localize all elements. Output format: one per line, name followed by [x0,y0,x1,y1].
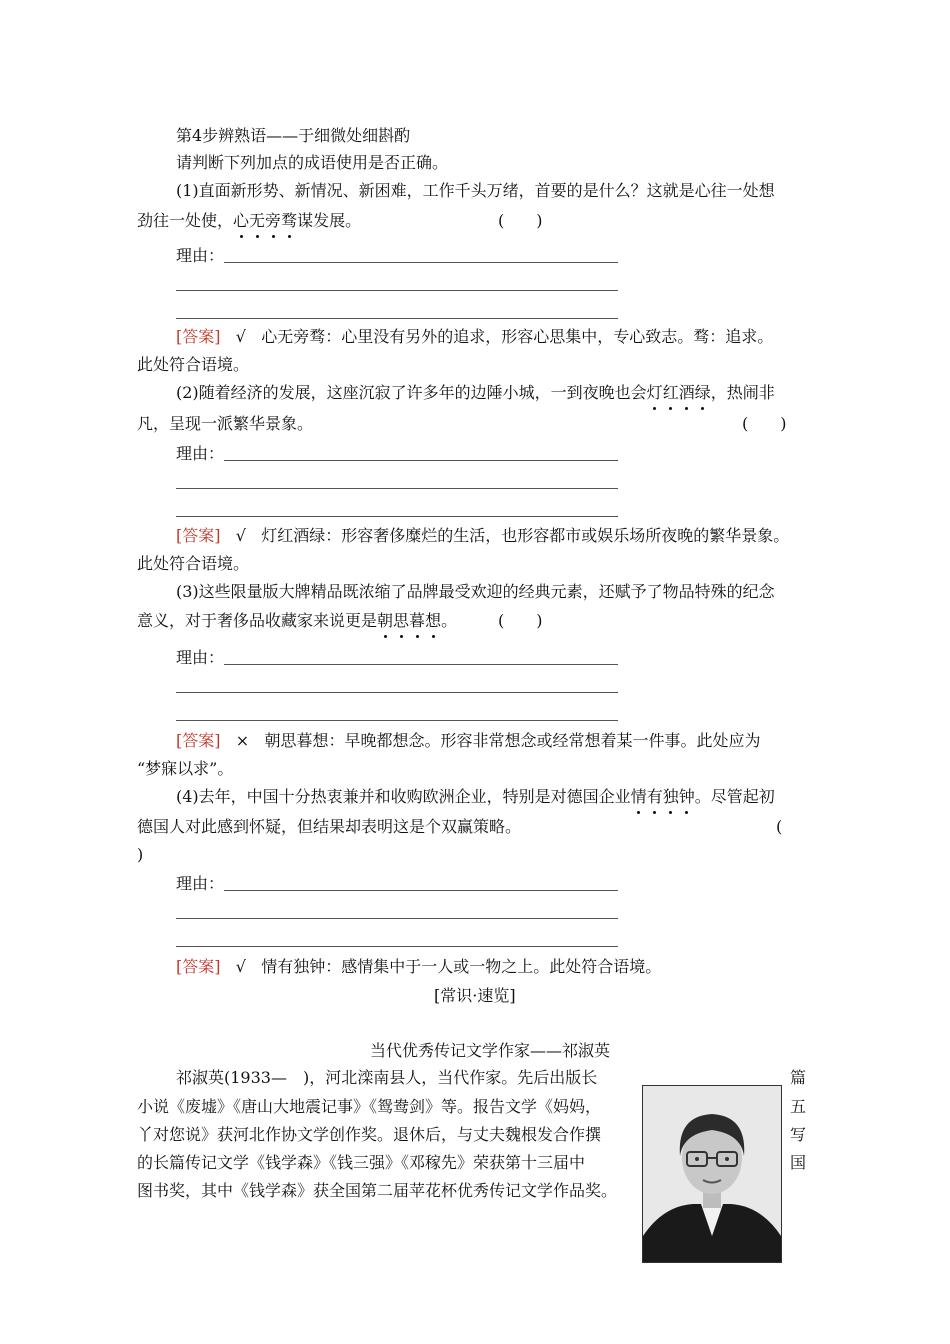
reason-line-4b[interactable] [176,918,618,919]
answer-3-line-2: “梦寐以求”。 [137,759,234,778]
instruction: 请判断下列加点的成语使用是否正确。 [176,153,449,172]
answer-1-line-2: 此处符合语境。 [137,355,250,374]
answer-blank-4-close[interactable]: ) [137,845,144,864]
bio-line-5: 图书奖，其中《钱学森》获全国第二届苹花杯优秀传记文学作品奖。 [137,1181,618,1200]
question-4-line-2: 德国人对此感到怀疑，但结果却表明这是个双赢策略。 [137,817,522,836]
author-portrait [642,1085,782,1263]
reason-line-2b[interactable] [176,488,618,489]
side-char-3: 写 [790,1125,807,1144]
reason-line-3a[interactable] [224,664,618,665]
knowledge-title: 当代优秀传记文学作家——祁淑英 [370,1041,611,1060]
knowledge-header: [常识·速览] [434,986,516,1005]
reason-line-4a[interactable] [224,890,618,891]
reason-line-1c[interactable] [176,318,618,319]
question-3-line-2: 意义，对于奢侈品收藏家来说更是朝思暮想。 [137,611,458,630]
answer-blank-2[interactable]: ( ) [742,414,787,433]
answer-2-line-2: 此处符合语境。 [137,554,250,573]
bio-line-4: 的长篇传记文学《钱学森》《钱三强》《邓稼先》荣获第十三届中 [137,1153,586,1172]
answer-blank-1[interactable]: ( ) [498,211,543,230]
side-char-4: 国 [790,1153,807,1172]
reason-line-4c[interactable] [176,946,618,947]
question-2-line-1: (2)随着经济的发展，这座沉寂了许多年的边陲小城，一到夜晚也会灯红酒绿，热闹非 [176,383,775,402]
question-1-line-2: 劲往一处使，心无旁骛谋发展。 [137,211,362,230]
reason-label-2: 理由： [176,444,225,463]
answer-2-line-1: [答案] √ 灯红酒绿：形容奢侈糜烂的生活，也形容都市或娱乐场所夜晚的繁华景象。 [176,526,790,545]
question-2-line-2: 凡，呈现一派繁华景象。 [137,414,314,433]
question-1-line-1: (1)直面新形势、新情况、新困难，工作千头万绪，首要的是什么？这就是心往一处想 [176,181,775,200]
reason-line-1a[interactable] [224,262,618,263]
side-char-1: 篇 [790,1068,807,1087]
reason-label-1: 理由： [176,246,225,265]
bio-line-2: 小说《废墟》《唐山大地震记事》《鸳鸯剑》等。报告文学《妈妈， [137,1097,602,1116]
reason-label-4: 理由： [176,874,225,893]
reason-line-2c[interactable] [176,516,618,517]
question-3-line-1: (3)这些限量版大牌精品既浓缩了品牌最受欢迎的经典元素，还赋予了物品特殊的纪念 [176,582,775,601]
bio-line-3: 丫对您说》获河北作协文学创作奖。退休后，与丈夫魏根发合作撰 [137,1125,602,1144]
answer-blank-4-open[interactable]: ( [776,817,783,836]
section-heading: 第4步辨熟语——于细微处细斟酌 [176,126,411,145]
answer-3-line-1: [答案] × 朝思暮想：早晚都想念。形容非常想念或经常想着某一件事。此处应为 [176,731,761,750]
reason-line-2a[interactable] [224,460,618,461]
reason-label-3: 理由： [176,648,225,667]
side-char-2: 五 [790,1097,807,1116]
reason-line-3b[interactable] [176,692,618,693]
answer-1-line-1: [答案] √ 心无旁骛：心里没有另外的追求，形容心思集中，专心致志。骛：追求。 [176,327,774,346]
bio-line-1: 祁淑英(1933— )，河北滦南县人，当代作家。先后出版长 [176,1068,598,1087]
reason-line-3c[interactable] [176,720,618,721]
question-4-line-1: (4)去年，中国十分热衷兼并和收购欧洲企业，特别是对德国企业情有独钟。尽管起初 [176,787,775,806]
reason-line-1b[interactable] [176,290,618,291]
answer-4-line-1: [答案] √ 情有独钟：感情集中于一人或一物之上。此处符合语境。 [176,957,662,976]
portrait-image [643,1086,781,1262]
answer-blank-3[interactable]: ( ) [498,611,543,630]
